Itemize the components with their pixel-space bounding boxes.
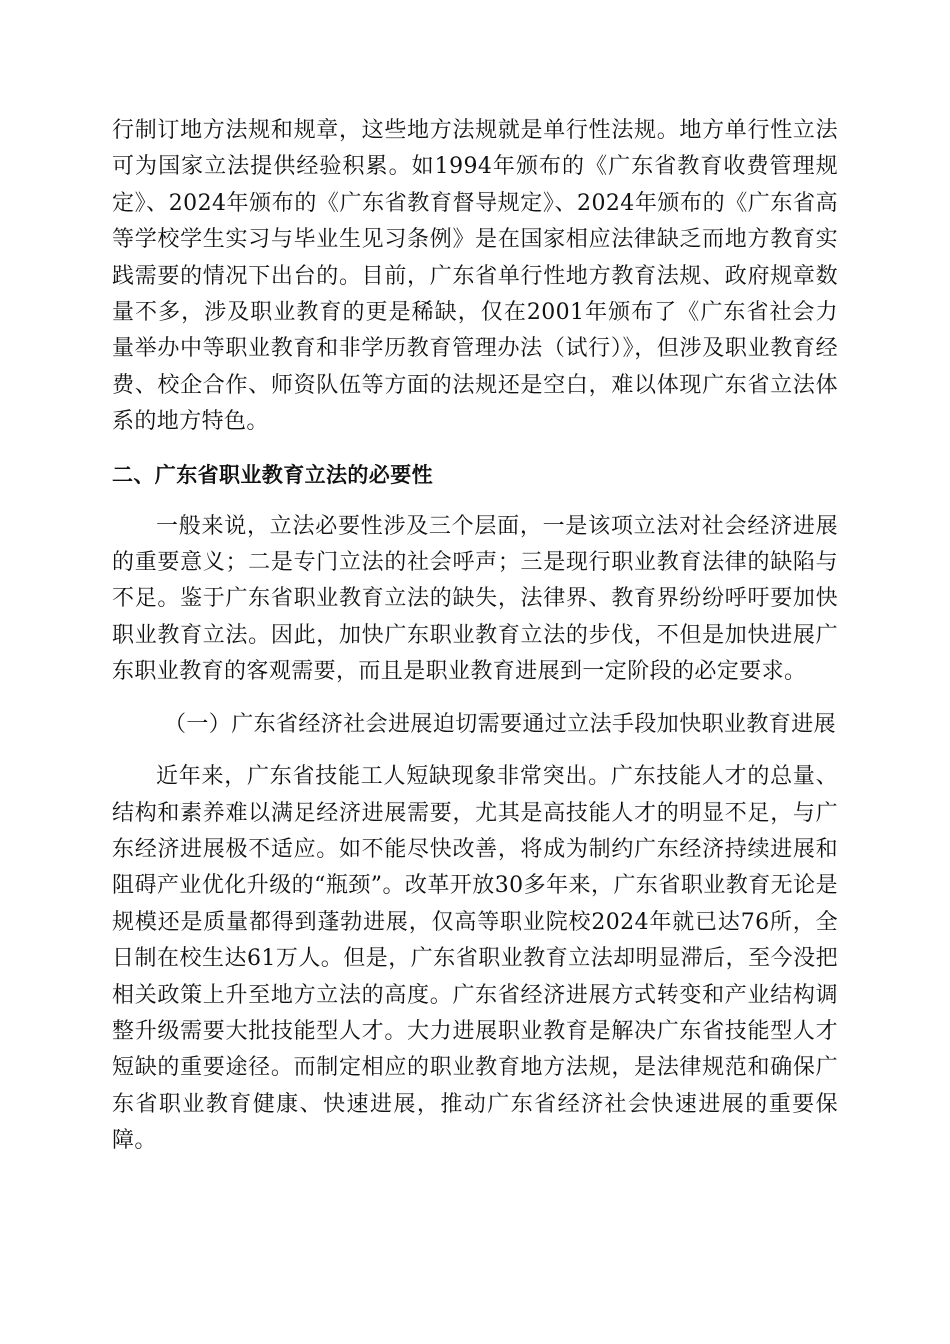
section-heading-necessity: 二、广东省职业教育立法的必要性	[112, 462, 433, 487]
spacer	[112, 493, 838, 509]
document-body	[112, 113, 838, 1160]
paragraph-necessity-overview: 一般来说，立法必要性涉及三个层面，一是该项立法对社会经济进展的重要意义；二是专门立法的社会呼声；三是现行职业教育法律的缺陷与不足。鉴于广东省职业教育立法的缺失，法律界、教育界纷纷呼吁要加快职业教育立法。因此，加快广东职业教育立法的步伐，不但是加快进展广东职业教育的客观需要，而且是职业教育进展到一定阶段的必定要求。	[112, 513, 838, 685]
spacer	[112, 691, 838, 707]
subsection-heading-economic-need: （一）广东省经济社会进展迫切需要通过立法手段加快职业教育进展	[164, 711, 837, 737]
spacer	[112, 743, 838, 759]
paragraph-local-regulations: 行制订地方法规和规章，这些地方法规就是单行性法规。地方单行性立法可为国家立法提供经验积累。如1994年颁布的《广东省教育收费管理规定》、2024年颁布的《广东省教育督导规定》、2024年颁布的《广东省高等学校学生实习与毕业生见习条例》是在国家相应法律缺乏而地方教育实践需要的情况下出台的。目前，广东省单行性地方教育法规、政府规章数量不多，涉及职业教育的更是稀缺，仅在2001年颁布了《广东省社会力量举办中等职业教育和非学历教育管理办法（试行）》，但涉及职业教育经费、校企合作、师资队伍等方面的法规还是空白，难以体现广东省立法体系的地方特色。	[112, 118, 838, 435]
spacer	[112, 441, 838, 457]
paragraph-skilled-labor-shortage: 近年来，广东省技能工人短缺现象非常突出。广东技能人才的总量、结构和素养难以满足经济进展需要，尤其是高技能人才的明显不足，与广东经济进展极不适应。如不能尽快改善，将成为制约广东经济持续进展和阻碍产业优化升级的“瓶颈”。改革开放30多年来，广东省职业教育无论是规模还是质量都得到蓬勃进展，仅高等职业院校2024年就已达76所，全日制在校生达61万人。但是，广东省职业教育立法却明显滞后，至今没把相关政策上升至地方立法的高度。广东省经济进展方式转变和产业结构调整升级需要大批技能型人才。大力进展职业教育是解决广东省技能型人才短缺的重要途径。而制定相应的职业教育地方法规，是法律规范和确保广东省职业教育健康、快速进展，推动广东省经济社会快速进展的重要保障。	[112, 764, 838, 1154]
